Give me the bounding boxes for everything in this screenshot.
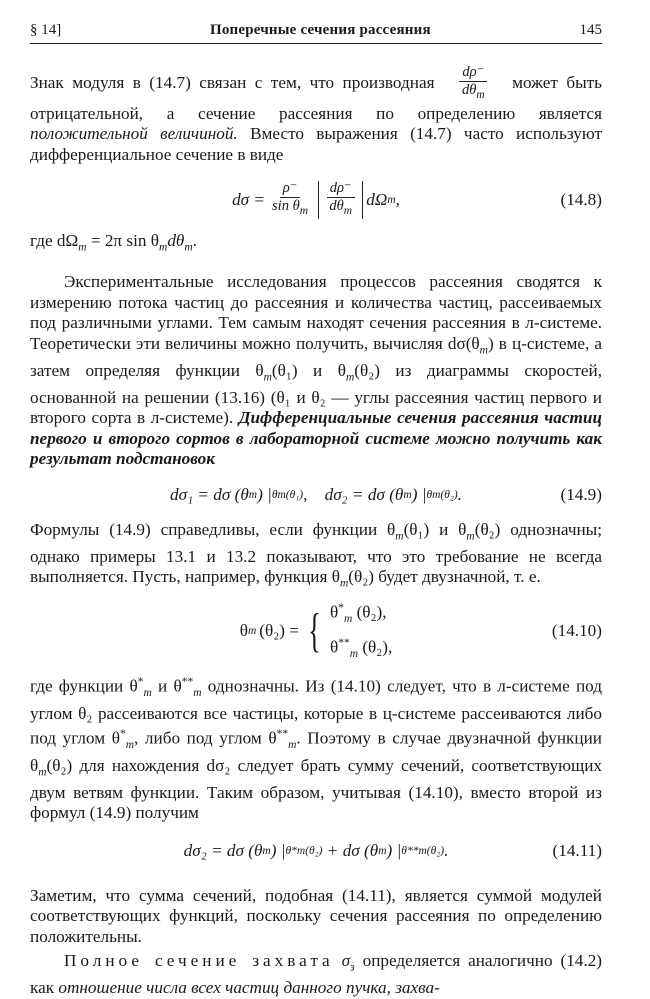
equation-number: (14.10)	[551, 621, 602, 641]
paragraph-3: Экспериментальные исследования процессов рассеяния сводятся к измерению потока частиц до рассеяния и количества частиц, рассеиваемых под различными углами. Тем самым находят сечения рассеяния в л-системе. Теоретически эти величины можно получить, вычисляя $d\sigma(\theta_m)$ в ц-системе, а затем определяя функции $\theta_m(\theta_1)$ и $\theta_m(\theta_2)$ из диаграммы скоростей, основанной на решении (13.16) (θ₁ и θ₂ — углы рассеяния частиц первого и второго сорта в л-системе). Дифференциальные сечения рассеяния частиц первого и второго сортов в лабораторной системе можно получить как результат подстановок	[30, 272, 603, 469]
page-number: 145	[579, 22, 602, 38]
section-mark: § 14]	[30, 22, 62, 38]
paragraph-6: Заметим, что сумма сечений, подобная (14.11), является суммой модулей соответствующих функций, поскольку сечения рассеяния по определению положительны.	[30, 885, 602, 946]
equation-14-8: dσ = $\frac{\rho^-}{\sin \theta_m}$ $\frac{d\rho^-}{d\theta_m}$ dΩ m , (14.8)	[30, 175, 602, 225]
paragraph-4: Формулы (14.9) справедливы, если функции $\theta_m(\theta_1)$ и $\theta_m(\theta_2)$ однозначны; однако примеры 13.1 и 13.2 показывают, что это требование не всегда выполняется. Пусть, например, функция $\theta_m(\theta_2)$ будет двузначной, т. е.	[30, 519, 602, 590]
book-page	[30, 22, 602, 999]
paragraph-5: где функции $\theta^*_m$ и $\theta^{**}_m$ однозначны. Из (14.10) следует, что в л-системе под углом θ₂ рассеиваются все частицы, которые в ц-системе рассеиваются либо под углом $\theta^*_m$, либо под углом $\theta^{**}_m$. Поэтому в случае двузначной функции $\theta_m(\theta_2)$ для нахождения dσ₂ следует брать сумму сечений, соответствующих двум ветвям функции. Таким образом, учитывая (14.10), вместо второй из формул (14.9) получим	[30, 676, 602, 823]
equation-number: (14.8)	[560, 190, 602, 210]
equation-14-11: dσ₂ = dσ (θ m ) | θ*m(θ₂) + dσ (θ m ) | θ**m(θ₂) . (14.11)	[183, 840, 602, 860]
running-title: Поперечные сечения рассеяния	[209, 22, 431, 38]
equation-14-9: dσ₁ = dσ (θ m ) | θm(θ₁) , dσ₂ = dσ (θ m ) | θm(θ₂) . (14.9)	[170, 484, 602, 504]
paragraph-1: Знак модуля в (14.7) связан с тем, что производная $\frac{d\rho^-}{d\theta_m}$ может быть отрицательной, а сечение рассеяния по определению является положительной величиной. Вместо выражения (14.7) часто используют дифференциальное сечение в виде	[30, 64, 603, 164]
paragraph-2: где $d\Omega_m = 2\pi$ $\sin \theta_md\theta_m$.	[30, 231, 197, 254]
derivative-fraction: $\frac{d\rho^-}{d\theta_m}$	[459, 64, 488, 104]
equation-number: (14.11)	[552, 840, 602, 860]
equation-number: (14.9)	[560, 484, 602, 504]
equation-14-10: θ m (θ₂) = { $\theta^*_m$ (θ₂), $\theta^{**}_m$ (θ₂), (14.10)	[239, 601, 602, 661]
running-header	[30, 22, 602, 44]
paragraph-7: Полное сечение захвата $\sigma_з$ определяется аналогично (14.2) как отношение числа всех частиц данного пучка, захва-	[30, 951, 603, 998]
